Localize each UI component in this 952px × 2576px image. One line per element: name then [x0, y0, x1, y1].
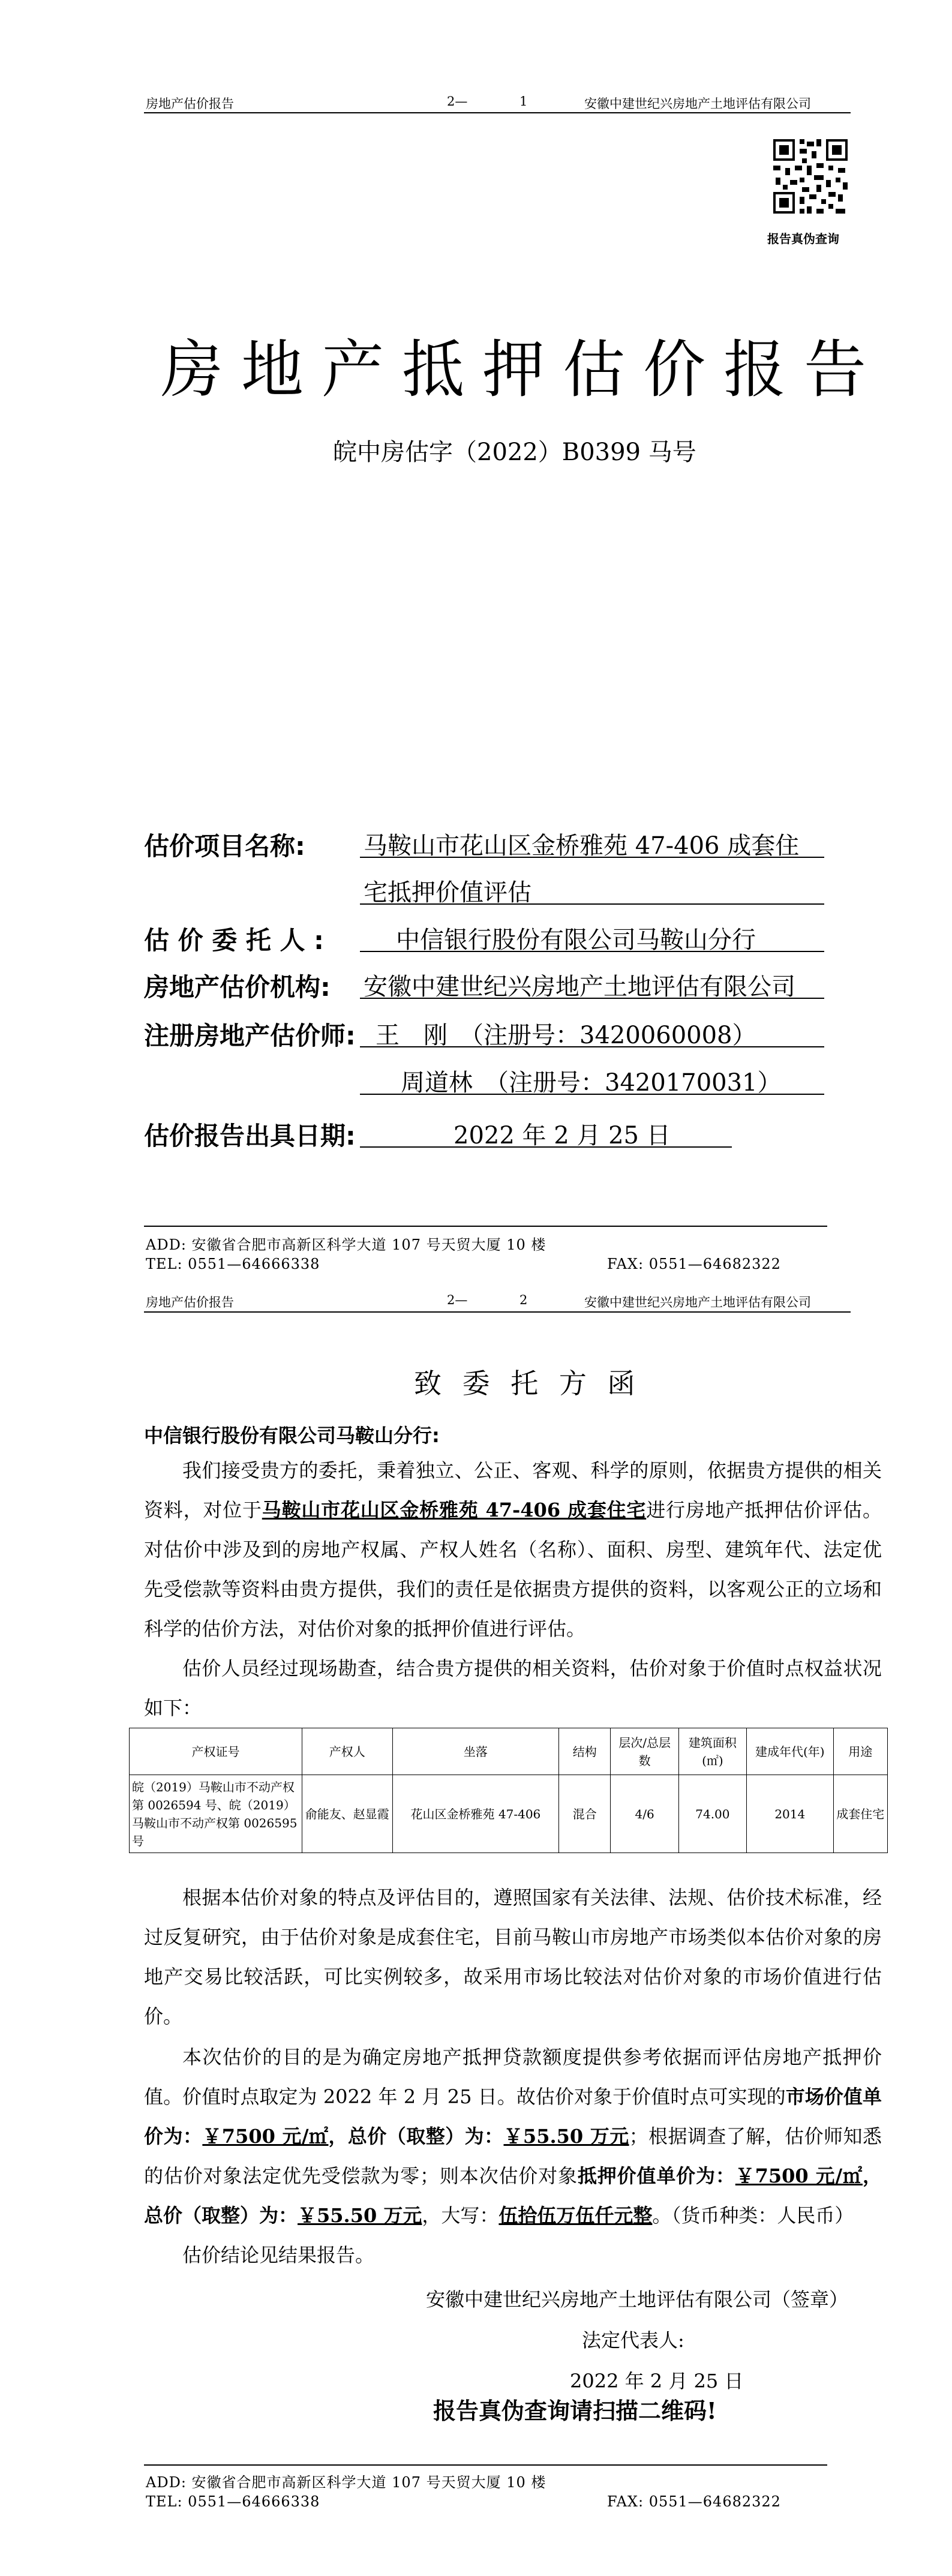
client-underline: [360, 951, 824, 952]
agency-label: 房地产估价机构:: [144, 972, 331, 1002]
project-name-value-line2: 宅抵押价值评估: [364, 879, 531, 906]
project-name-underline-2: [360, 903, 824, 905]
header-rule-p2: [144, 1311, 851, 1313]
agency-underline: [360, 998, 824, 999]
appraiser-1: 王 刚 （注册号：3420060008）: [376, 1022, 756, 1049]
table-cell: 花山区金桥雅苑 47-406: [392, 1775, 559, 1853]
table-header: 建筑面积(㎡): [678, 1728, 746, 1775]
footer-address-2: ADD: 安徽省合肥市高新区科学大道 107 号天贸大厦 10 楼: [146, 2474, 546, 2491]
table-row: [130, 1775, 888, 1853]
header-left-p2: 房地产估价报告: [146, 1295, 234, 1310]
qr-code-icon[interactable]: [771, 137, 850, 216]
client-value: 中信银行股份有限公司马鞍山分行: [396, 926, 756, 954]
letter-paragraph-4: 本次估价的目的是为确定房地产抵押贷款额度提供参考依据而评估房地产抵押价值。价值时点取定为 2022 年 2 月 25 日。故估价对象于价值时点可实现的市场价值单价为：￥7500 元/㎡，总价（取整）为：￥55.50 万元；根据调查了解，估价师知悉的估价对象法定优先受偿款为零；则本次估价对象抵押价值单价为：￥7500 元/㎡，总价（取整）为：￥55.50 万元，大写：伍拾伍万伍仟元整。（货币种类：人民币）: [144, 2046, 882, 2227]
header-right: 安徽中建世纪兴房地产土地评估有限公司: [584, 97, 811, 111]
table-header: 用途: [833, 1728, 887, 1775]
appraiser-2: 周道林 （注册号：3420170031）: [401, 1069, 782, 1097]
table-header: 层次/总层数: [611, 1728, 678, 1775]
header-rule: [144, 112, 851, 113]
letter-addressee: 中信银行股份有限公司马鞍山分行:: [144, 1424, 440, 1447]
table-header: 产权证号: [130, 1728, 302, 1775]
qr-caption: 报告真伪查询: [767, 232, 839, 246]
project-name-underline-1: [360, 857, 824, 858]
letter-paragraph-1: 我们接受贵方的委托，秉着独立、公正、客观、科学的原则，依据贵方提供的相关资料，对位于马鞍山市花山区金桥雅苑 47-406 成套住宅进行房地产抵押估价评估。对估价中涉及到的房地产权属、产权人姓名（名称）、面积、房型、建筑年代、法定优先受偿款等资料由贵方提供，我们的责任是依据贵方提供的资料，以客观公正的立场和科学的估价方法，对估价对象的抵押价值进行评估。: [144, 1459, 882, 1640]
table-cell: 4/6: [611, 1775, 678, 1853]
table-header: 产权人: [302, 1728, 392, 1775]
issue-date-value: 2022 年 2 月 25 日: [454, 1122, 671, 1149]
header-page-prefix-p2: 2—: [447, 1293, 468, 1307]
table-cell: 混合: [559, 1775, 611, 1853]
signature-company: 安徽中建世纪兴房地产土地评估有限公司（签章）: [426, 2288, 849, 2311]
header-right-p2: 安徽中建世纪兴房地产土地评估有限公司: [584, 1295, 811, 1310]
project-name-label: 估价项目名称:: [144, 831, 305, 861]
footer-tel-2: TEL: 0551—64666338: [146, 2493, 320, 2510]
letter-title: 致 委 托 方 函: [414, 1367, 641, 1400]
header-page-number: 1: [519, 94, 528, 109]
signature-date: 2022 年 2 月 25 日: [570, 2370, 744, 2392]
table-header: 建成年代(年): [747, 1728, 833, 1775]
table-cell: 成套住宅: [833, 1775, 887, 1853]
client-label: 估 价 委 托 人 :: [144, 926, 324, 955]
header-page-prefix: 2—: [447, 94, 468, 109]
appraiser-label: 注册房地产估价师:: [144, 1021, 356, 1050]
table-header: 结构: [559, 1728, 611, 1775]
report-title: 房地产抵押估价报告: [161, 333, 885, 406]
letter-paragraph-3: 根据本估价对象的特点及评估目的，遵照国家有关法律、法规、估价技术标准，经过反复研究，由于估价对象是成套住宅，目前马鞍山市房地产市场类似本估价对象的房地产交易比较活跃，可比实例较多，故采用市场比较法对估价对象的市场价值进行估价。: [144, 1886, 882, 2028]
appraiser-underline-2: [360, 1094, 824, 1095]
footer-tel-1: TEL: 0551—64666338: [146, 1256, 320, 1272]
table-cell: 2014: [747, 1775, 833, 1853]
agency-value: 安徽中建世纪兴房地产土地评估有限公司: [364, 973, 795, 1001]
footer-fax-2: FAX: 0551—64682322: [607, 2493, 781, 2510]
table-header: 坐落: [392, 1728, 559, 1775]
table-cell: 皖（2019）马鞍山市不动产权第 0026594 号、皖（2019）马鞍山市不动产权第 0026595 号: [130, 1775, 302, 1853]
appraiser-underline-1: [360, 1046, 824, 1047]
property-table: [129, 1728, 888, 1853]
issue-date-label: 估价报告出具日期:: [144, 1121, 356, 1151]
footer-address-1: ADD: 安徽省合肥市高新区科学大道 107 号天贸大厦 10 楼: [146, 1236, 546, 1253]
issue-date-underline: [360, 1146, 732, 1148]
verification-notice: 报告真伪查询请扫描二维码!: [433, 2397, 717, 2424]
header-page-number-p2: 2: [519, 1293, 528, 1307]
letter-paragraph-5: 估价结论见结果报告。: [182, 2244, 375, 2266]
table-cell: 俞能友、赵显霞: [302, 1775, 392, 1853]
header-left: 房地产估价报告: [146, 97, 234, 111]
footer-fax-1: FAX: 0551—64682322: [607, 1256, 781, 1272]
footer-rule-1: [144, 1226, 827, 1227]
table-cell: 74.00: [678, 1775, 746, 1853]
report-number: 皖中房估字（2022）B0399 马号: [333, 439, 696, 466]
signature-representative: 法定代表人:: [582, 2329, 684, 2352]
footer-rule-2: [144, 2464, 827, 2466]
letter-paragraph-2: 估价人员经过现场勘查，结合贵方提供的相关资料，估价对象于价值时点权益状况如下：: [144, 1657, 882, 1719]
project-name-value-line1: 马鞍山市花山区金桥雅苑 47-406 成套住: [364, 832, 800, 860]
